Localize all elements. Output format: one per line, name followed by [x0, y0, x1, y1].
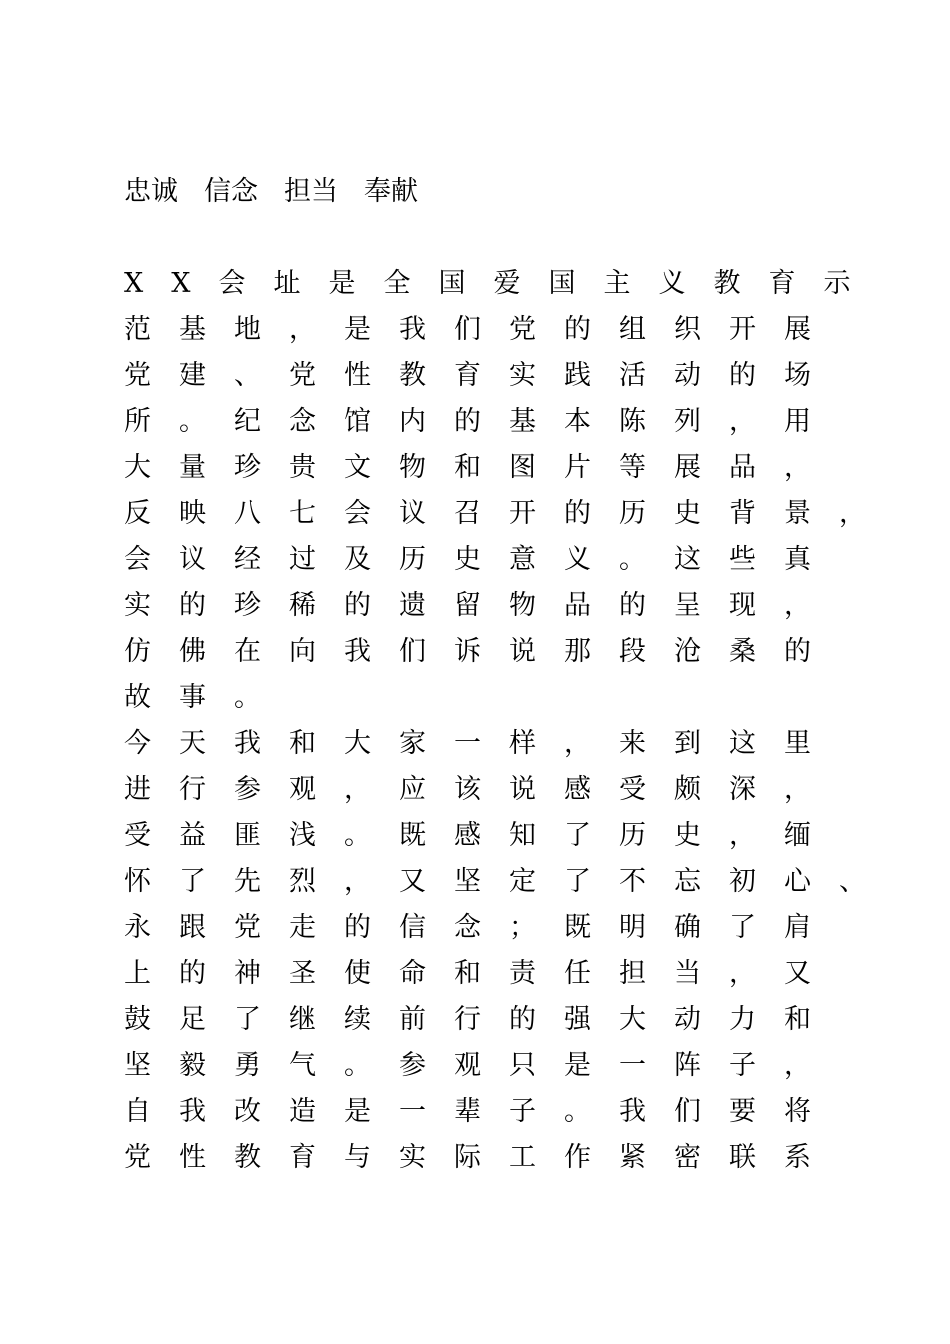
title-part-loyalty: 忠诚: [124, 176, 178, 207]
body-line: 范基地，是我们党的组织开展: [124, 314, 839, 345]
document-body: [124, 264, 894, 1184]
body-line: 鼓足了继续前行的强大动力和: [124, 1004, 839, 1035]
body-line: 反映八七会议召开的历史背景，: [124, 498, 894, 529]
body-line: 会议经过及历史意义。这些真: [124, 544, 839, 575]
body-line: XX会址是全国爱国主义教育示: [124, 268, 879, 299]
body-line: 受益匪浅。既感知了历史，缅: [124, 820, 839, 851]
body-line: 进行参观，应该说感受颇深，: [124, 774, 839, 805]
body-line: 党建、党性教育实践活动的场: [124, 360, 839, 391]
body-line: 今天我和大家一样，来到这里: [124, 728, 839, 759]
body-line: 党性教育与实际工作紧密联系: [124, 1142, 839, 1173]
body-line: 上的神圣使命和责任担当，又: [124, 958, 839, 989]
body-line: 实的珍稀的遗留物品的呈现，: [124, 590, 839, 621]
body-line: 坚毅勇气。参观只是一阵子，: [124, 1050, 839, 1081]
body-line: 怀了先烈，又坚定了不忘初心、: [124, 866, 894, 897]
title-part-responsibility: 担当: [284, 176, 338, 207]
title-part-belief: 信念: [204, 176, 258, 207]
body-line: 永跟党走的信念；既明确了肩: [124, 912, 839, 943]
body-line: 自我改造是一辈子。我们要将: [124, 1096, 839, 1127]
title-part-dedication: 奉献: [364, 176, 418, 207]
body-line: 大量珍贵文物和图片等展品，: [124, 452, 839, 483]
body-line: 所。纪念馆内的基本陈列，用: [124, 406, 839, 437]
body-line: 仿佛在向我们诉说那段沧桑的: [124, 636, 839, 667]
document-title: [124, 172, 418, 212]
body-line: 故事。: [124, 682, 289, 713]
